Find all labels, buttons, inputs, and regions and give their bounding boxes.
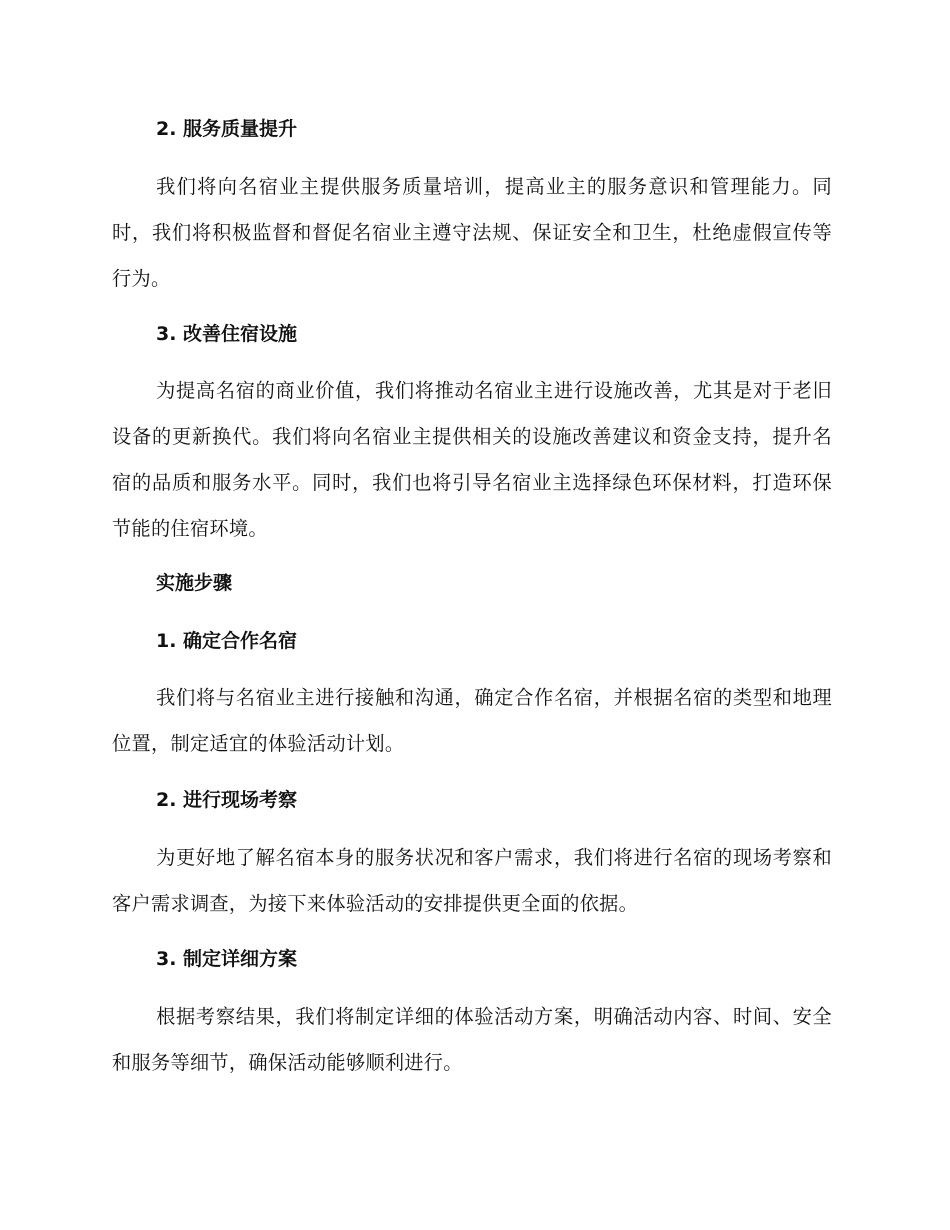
paragraph-facilities: 为提高名宿的商业价值，我们将推动名宿业主进行设施改善，尤其是对于老旧设备的更新换代。我们将向名宿业主提供相关的设施改善建议和资金支持，提升名宿的品质和服务水平。同时，我们也将引导名宿业主选择绿色环保材料，打造环保节能的住宿环境。 [112, 379, 832, 540]
step-heading-confirm-partners: 1. 确定合作名宿 [156, 630, 298, 652]
step-heading-detailed-plan: 3. 制定详细方案 [156, 948, 298, 970]
section-heading-facilities: 3. 改善住宿设施 [156, 323, 298, 345]
paragraph-confirm-partners: 我们将与名宿业主进行接触和沟通，确定合作名宿，并根据名宿的类型和地理位置，制定适宜的体验活动计划。 [112, 686, 832, 755]
section-heading-service-quality: 2. 服务质量提升 [156, 118, 298, 140]
paragraph-service-quality: 我们将向名宿业主提供服务质量培训，提高业主的服务意识和管理能力。同时，我们将积极监督和督促名宿业主遵守法规、保证安全和卫生，杜绝虚假宣传等行为。 [112, 175, 832, 290]
paragraph-site-inspection: 为更好地了解名宿本身的服务状况和客户需求，我们将进行名宿的现场考察和客户需求调查，为接下来体验活动的安排提供更全面的依据。 [112, 846, 832, 915]
step-heading-site-inspection: 2. 进行现场考察 [156, 789, 298, 811]
section-heading-implementation-steps: 实施步骤 [156, 572, 233, 594]
paragraph-detailed-plan: 根据考察结果，我们将制定详细的体验活动方案，明确活动内容、时间、安全和服务等细节，确保活动能够顺利进行。 [112, 1005, 832, 1074]
